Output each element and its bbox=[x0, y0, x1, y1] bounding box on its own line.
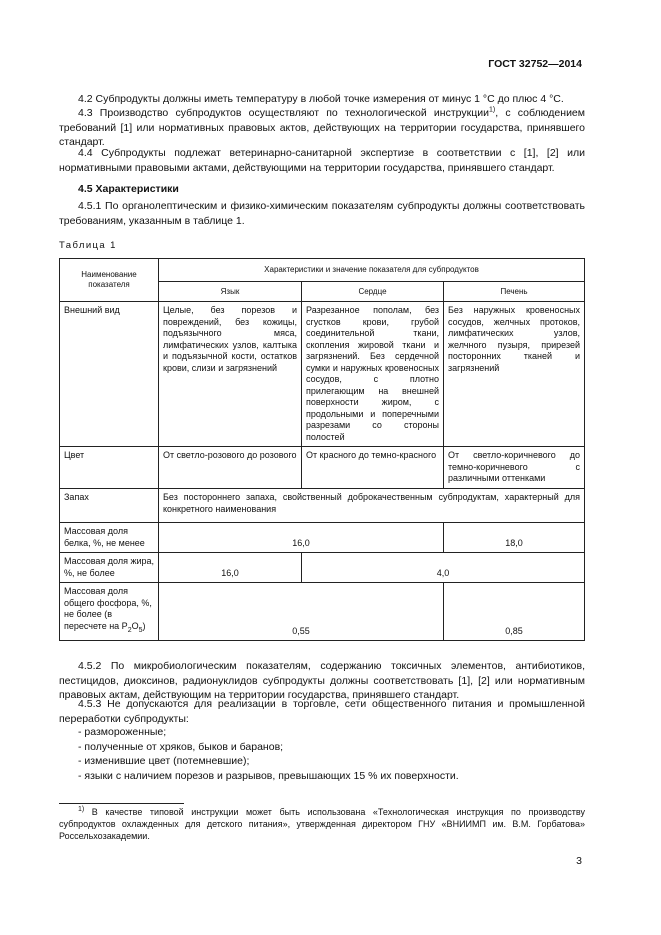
footnote: $^{1)}$ В качестве типовой инструкции может быть использована «Технологическая инструкция по производству субпродуктов охлажденных для детского питания», утвержденная директором ГНУ «ВНИИМП им. В.М. Горбатова» Россельхозакадемии. bbox=[59, 806, 585, 841]
paragraph-4-4: 4.4 Субпродукты подлежат ветеринарно-санитарной экспертизе в соответствии с [1], [2] или нормативными правовыми актами, действующими на территории государства, принявшего стандарт. bbox=[59, 147, 585, 174]
header-liver: Печень bbox=[444, 282, 585, 302]
cell-liver: Без наружных кровеносных сосудов, желчных протоков, лимфатических узлов, желчного пузыря, прирезей посторонних тканей и загрязнений bbox=[444, 302, 585, 447]
table-row bbox=[60, 302, 585, 447]
paragraph-4-5-2: 4.5.2 По микробиологическим показателям, содержанию токсичных элементов, антибиотиков, пестицидов, диоксинов, радионуклидов субпродукты должны соответствовать [1], [2] или нормативным правовых актам, действующим на территории государства, принявшего стандарт. bbox=[59, 660, 585, 701]
table-caption: Таблица 1 bbox=[59, 240, 117, 251]
cell-liver: 0,85 bbox=[444, 583, 585, 641]
table-row bbox=[60, 489, 585, 523]
row-name: Массовая доля общего фосфора, %, не более (в пересчете на $P_2O_5$) bbox=[60, 583, 159, 641]
row-name: Запах bbox=[60, 489, 159, 523]
row-name: Массовая доля жира, %, не более bbox=[60, 553, 159, 583]
list-item: - изменившие цвет (потемневшие); bbox=[78, 755, 250, 767]
header-tongue: Язык bbox=[159, 282, 302, 302]
table-row bbox=[60, 553, 585, 583]
cell-heart: От красного до темно-красного bbox=[302, 447, 444, 489]
paragraph-4-5-1: 4.5.1 По органолептическим и физико-химическим показателям субпродукты должны соответствовать требованиям, указанным в таблице 1. bbox=[59, 200, 585, 227]
cell-tongue: От светло-розового до розового bbox=[159, 447, 302, 489]
table-row bbox=[60, 523, 585, 553]
row-name: Внешний вид bbox=[60, 302, 159, 447]
header-indicator: Наименование показателя bbox=[60, 259, 159, 302]
cell-liver: От светло-коричневого до темно-коричневого с различными оттенками bbox=[444, 447, 585, 489]
cell-tongue-heart: 16,0 bbox=[159, 523, 444, 553]
exclusion-list bbox=[78, 725, 459, 783]
row-name: Массовая доля белка, %, не менее bbox=[60, 523, 159, 553]
cell-heart: Разрезанное пополам, без сгустков крови, грубой соединительной ткани, скопления жировой ткани и загрязнений. Без сердечной сумки и наружных кровеносных сосудов, с плотно прилегающим на внешней поверхности жиром, с продольными и поперечными разрезами со стороны полостей bbox=[302, 302, 444, 447]
header-heart: Сердце bbox=[302, 282, 444, 302]
paragraph-4-3: 4.3 Производство субпродуктов осуществляют по технологической инструкции$^{1)}$, с соблюдением требований [1] или нормативных правовых актов, действующих на территории государства, принявшего стандарт. bbox=[59, 106, 585, 148]
table-row bbox=[60, 447, 585, 489]
characteristics-table bbox=[59, 258, 585, 641]
footnote-mark: 1) bbox=[78, 806, 85, 813]
cell-tongue: 16,0 bbox=[159, 553, 302, 583]
list-item: - размороженные; bbox=[78, 726, 167, 738]
paragraph-4-2: 4.2 Субпродукты должны иметь температуру в любой точке измерения от минус 1 °С до плюс 4 °С. bbox=[78, 93, 564, 105]
cell-tongue-heart: 0,55 bbox=[159, 583, 444, 641]
standard-code: ГОСТ 32752—2014 bbox=[488, 58, 582, 70]
table-row bbox=[60, 583, 585, 641]
footnote-ref[interactable]: 1) bbox=[488, 106, 496, 114]
footnote-divider bbox=[59, 803, 184, 804]
cell-all: Без постороннего запаха, свойственный доброкачественным субпродуктам, характерный для конкретного наименования bbox=[159, 489, 585, 523]
cell-heart-liver: 4,0 bbox=[302, 553, 585, 583]
cell-tongue: Целые, без порезов и повреждений, без кожицы, подъязычного мяса, лимфатических узлов, калтыка и подъязычной кости, остатков крови, слизи и загрязнений bbox=[159, 302, 302, 447]
cell-liver: 18,0 bbox=[444, 523, 585, 553]
page-number: 3 bbox=[576, 855, 582, 867]
paragraph-4-5-3: 4.5.3 Не допускаются для реализации в торговле, сети общественного питания и промышленной переработки субпродукты: bbox=[59, 698, 585, 725]
list-item: - языки с наличием порезов и разрывов, превышающих 15 % их поверхности. bbox=[78, 769, 459, 782]
list-item: - полученные от хряков, быков и баранов; bbox=[78, 740, 284, 753]
header-group: Характеристики и значение показателя для субпродуктов bbox=[159, 259, 585, 282]
section-title: 4.5 Характеристики bbox=[78, 183, 179, 195]
row-name: Цвет bbox=[60, 447, 159, 489]
